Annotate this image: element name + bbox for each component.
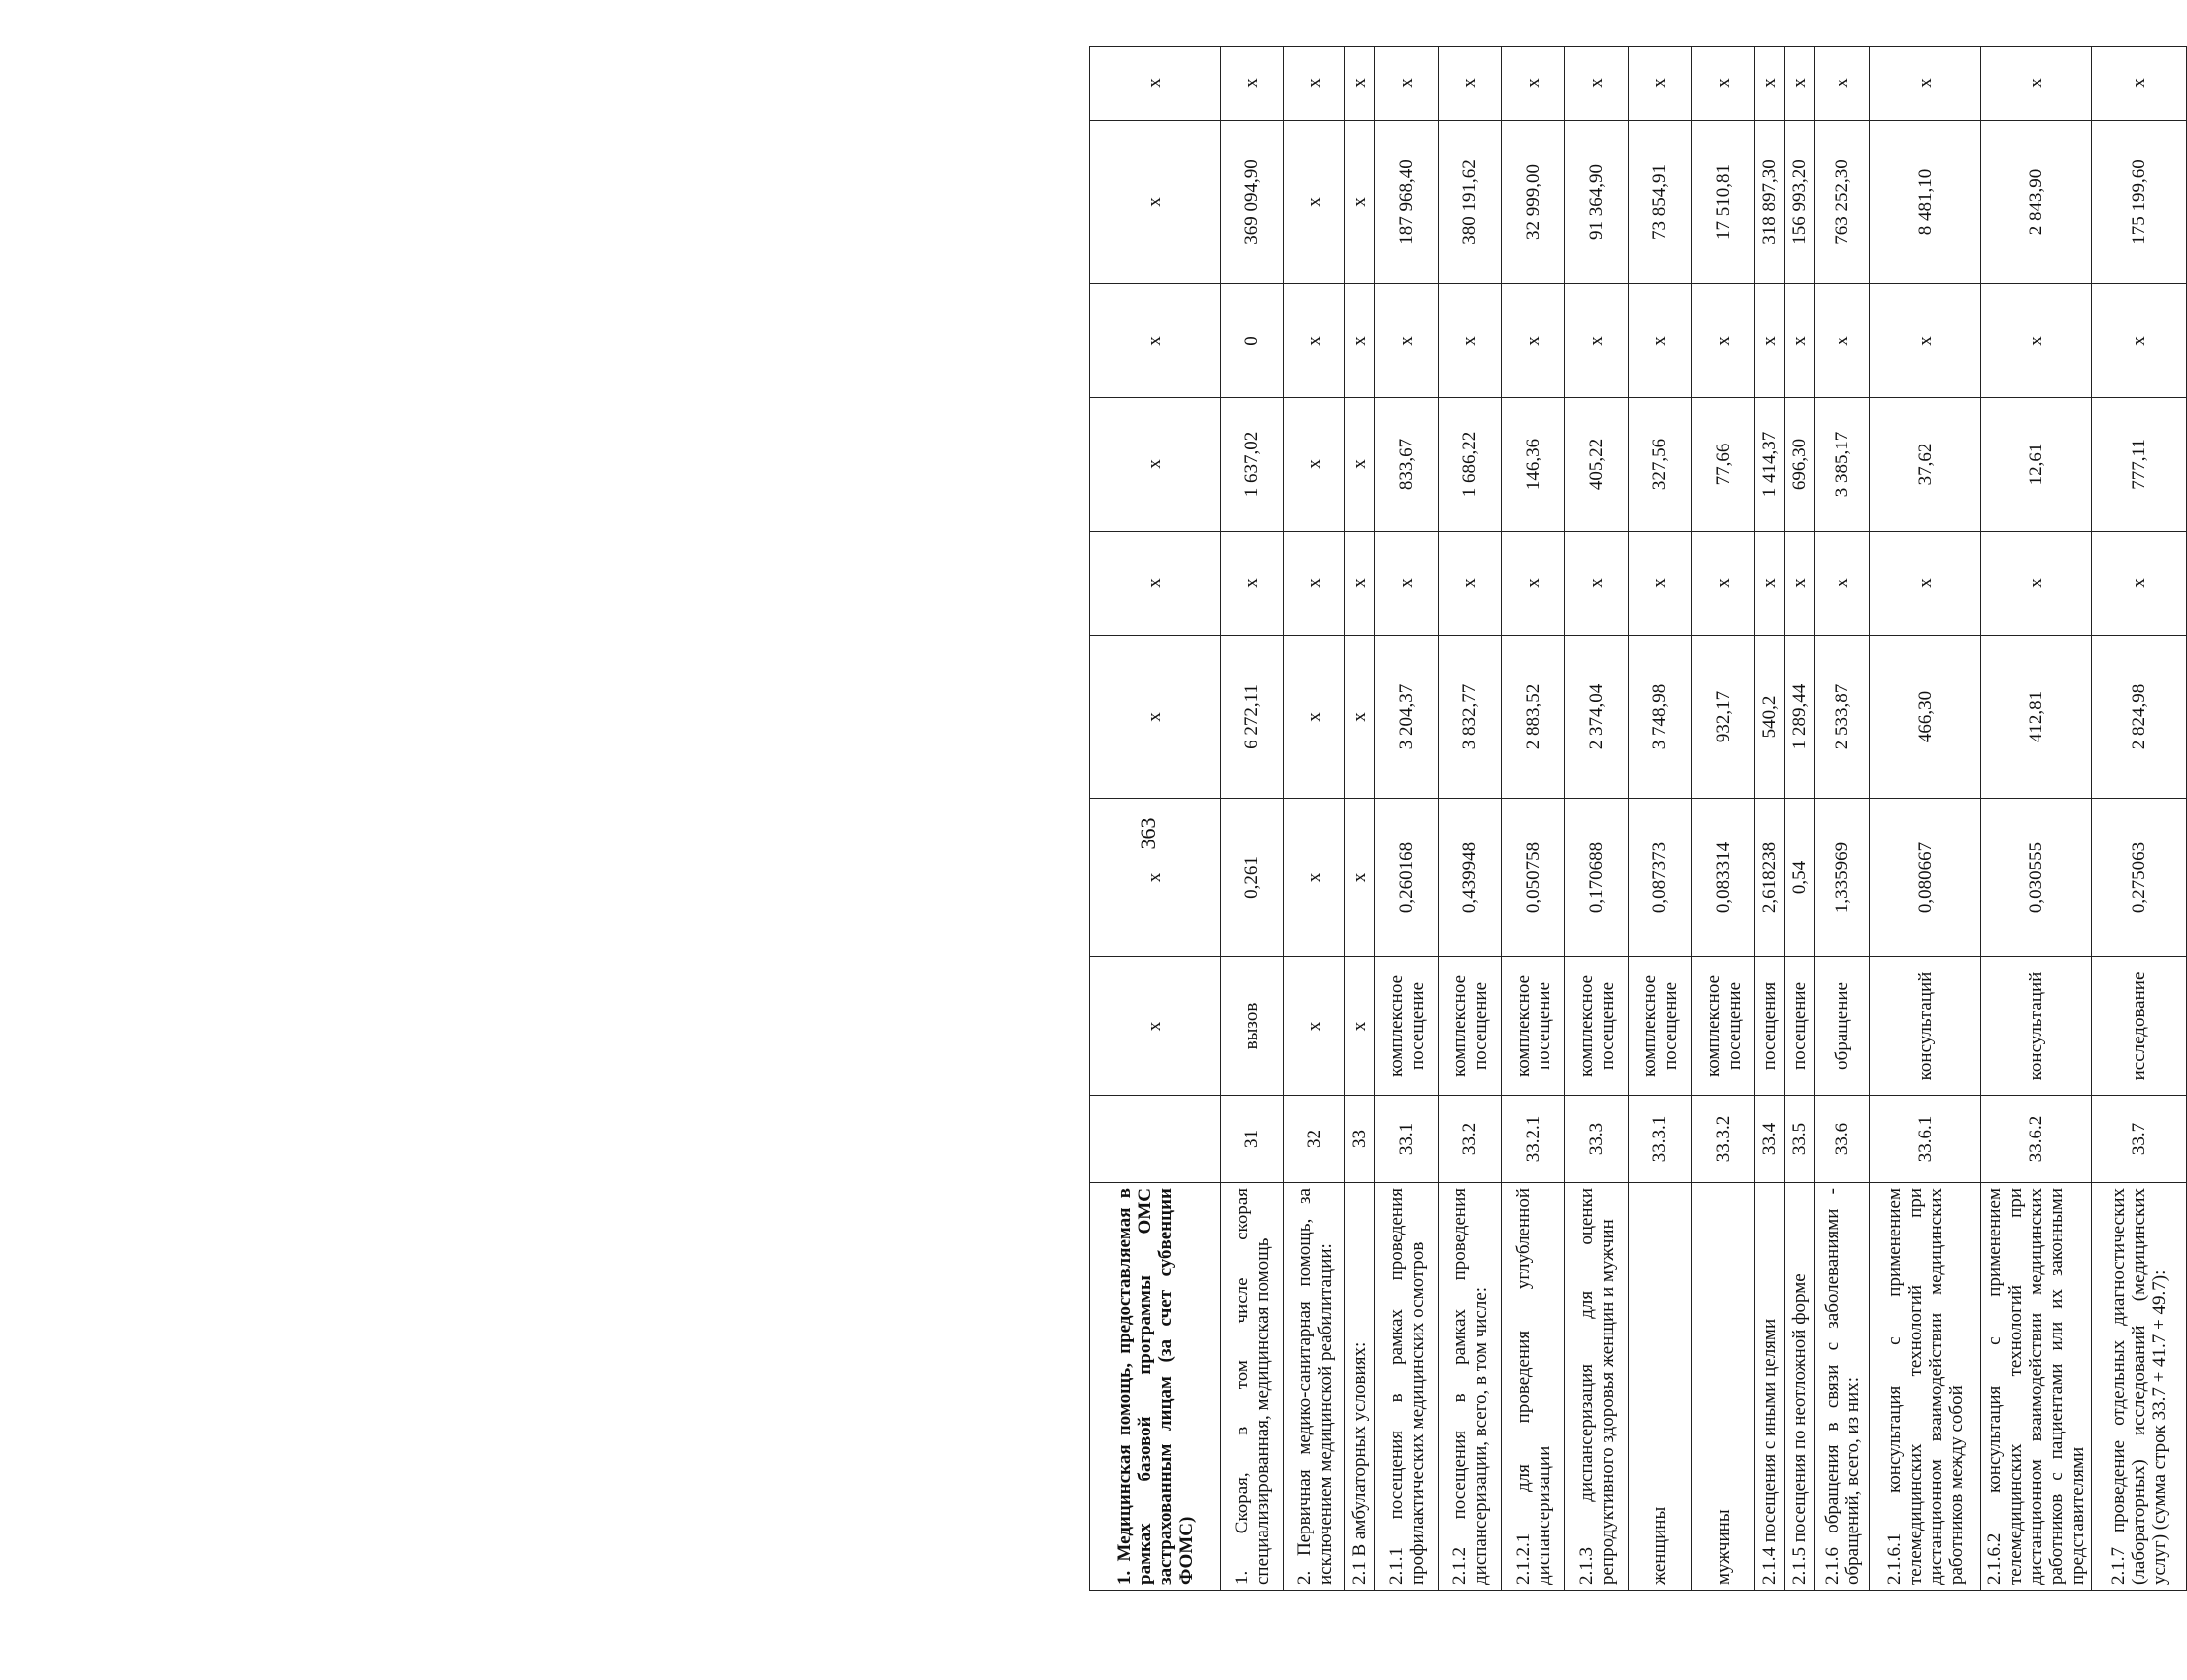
value-cell-2: 932,17: [1692, 636, 1755, 799]
value-cell-3: x: [1981, 532, 2092, 636]
value-cell-5: x: [2092, 284, 2187, 398]
value-cell-7: x: [1345, 47, 1375, 121]
value-cell-3: x: [1221, 532, 1284, 636]
unit-cell: посещение: [1785, 957, 1815, 1096]
unit-cell: x: [1090, 957, 1221, 1096]
value-cell-6: 32 999,00: [1502, 121, 1565, 284]
value-cell-7: x: [2092, 47, 2187, 121]
table-row: [1565, 47, 1629, 1591]
value-cell-5: x: [1090, 284, 1221, 398]
unit-cell: консультаций: [1981, 957, 2092, 1096]
value-cell-6: 17 510,81: [1692, 121, 1755, 284]
row-name: 2.1.6.2 консультация с применением телемедицинских технологий при дистанционном взаимодействии медицинских работников с пациентами или их законными представителями: [1981, 1183, 2092, 1591]
value-cell-4: x: [1345, 398, 1375, 532]
value-cell-2: 412,81: [1981, 636, 2092, 799]
value-cell-6: 369 094,90: [1221, 121, 1284, 284]
value-cell-3: x: [1629, 532, 1692, 636]
unit-cell: комплексное посещение: [1439, 957, 1502, 1096]
value-cell-4: 12,61: [1981, 398, 2092, 532]
value-cell-6: 156 993,20: [1785, 121, 1815, 284]
value-cell-3: x: [1565, 532, 1629, 636]
unit-cell: комплексное посещение: [1692, 957, 1755, 1096]
value-cell-2: 2 824,98: [2092, 636, 2187, 799]
table-row: [1629, 47, 1692, 1591]
value-cell-4: 3 385,17: [1815, 398, 1870, 532]
value-cell-3: x: [1345, 532, 1375, 636]
row-code: 32: [1284, 1096, 1345, 1183]
value-cell-1: 0,439948: [1439, 799, 1502, 957]
value-cell-4: 1 686,22: [1439, 398, 1502, 532]
row-name: 2.1.1 посещения в рамках проведения профилактических медицинских осмотров: [1375, 1183, 1439, 1591]
value-cell-5: x: [1981, 284, 2092, 398]
value-cell-5: x: [1502, 284, 1565, 398]
value-cell-5: x: [1284, 284, 1345, 398]
value-cell-2: 3 748,98: [1629, 636, 1692, 799]
row-name: 2.1 В амбулаторных условиях:: [1345, 1183, 1375, 1591]
value-cell-5: 0: [1221, 284, 1284, 398]
table-row: [1870, 47, 1981, 1591]
value-cell-7: x: [1870, 47, 1981, 121]
value-cell-3: x: [1785, 532, 1815, 636]
value-cell-7: x: [1755, 47, 1785, 121]
row-code: 33.2: [1439, 1096, 1502, 1183]
table-row: [1439, 47, 1502, 1591]
unit-cell: комплексное посещение: [1375, 957, 1439, 1096]
value-cell-7: x: [1629, 47, 1692, 121]
value-cell-3: x: [1815, 532, 1870, 636]
value-cell-7: x: [1565, 47, 1629, 121]
value-cell-1: 0,087373: [1629, 799, 1692, 957]
value-cell-5: x: [1439, 284, 1502, 398]
value-cell-3: x: [1090, 532, 1221, 636]
row-code: 31: [1221, 1096, 1284, 1183]
value-cell-5: x: [1565, 284, 1629, 398]
value-cell-7: x: [1090, 47, 1221, 121]
value-cell-2: x: [1090, 636, 1221, 799]
table-row: [2092, 47, 2187, 1591]
table-row: [1785, 47, 1815, 1591]
value-cell-2: x: [1284, 636, 1345, 799]
value-cell-3: x: [1375, 532, 1439, 636]
value-cell-1: x: [1090, 799, 1221, 957]
row-code: 33.3.2: [1692, 1096, 1755, 1183]
value-cell-1: 0,050758: [1502, 799, 1565, 957]
unit-cell: посещения: [1755, 957, 1785, 1096]
table-row: [1755, 47, 1785, 1591]
row-code: 33.2.1: [1502, 1096, 1565, 1183]
value-cell-4: 1 414,37: [1755, 398, 1785, 532]
value-cell-7: x: [1815, 47, 1870, 121]
table-row: [1284, 47, 1345, 1591]
row-code: 33: [1345, 1096, 1375, 1183]
financing-table: [1089, 46, 2187, 1591]
value-cell-3: x: [2092, 532, 2187, 636]
value-cell-1: 0,275063: [2092, 799, 2187, 957]
value-cell-2: x: [1345, 636, 1375, 799]
row-code: 33.4: [1755, 1096, 1785, 1183]
value-cell-6: 763 252,30: [1815, 121, 1870, 284]
value-cell-6: 91 364,90: [1565, 121, 1629, 284]
value-cell-6: 380 191,62: [1439, 121, 1502, 284]
value-cell-2: 2 533,87: [1815, 636, 1870, 799]
row-name: 2.1.5 посещения по неотложной форме: [1785, 1183, 1815, 1591]
value-cell-3: x: [1870, 532, 1981, 636]
table-row: [1502, 47, 1565, 1591]
value-cell-5: x: [1785, 284, 1815, 398]
row-name: 2.1.6 обращения в связи с заболеваниями - обращений, всего, из них:: [1815, 1183, 1870, 1591]
value-cell-6: 318 897,30: [1755, 121, 1785, 284]
unit-cell: консультаций: [1870, 957, 1981, 1096]
value-cell-4: 833,67: [1375, 398, 1439, 532]
value-cell-2: 3 204,37: [1375, 636, 1439, 799]
row-code: [1090, 1096, 1221, 1183]
unit-cell: x: [1345, 957, 1375, 1096]
value-cell-3: x: [1692, 532, 1755, 636]
unit-cell: исследование: [2092, 957, 2187, 1096]
value-cell-5: x: [1629, 284, 1692, 398]
value-cell-5: x: [1692, 284, 1755, 398]
value-cell-6: 2 843,90: [1981, 121, 2092, 284]
value-cell-2: 6 272,11: [1221, 636, 1284, 799]
value-cell-6: 175 199,60: [2092, 121, 2187, 284]
row-code: 33.6.2: [1981, 1096, 2092, 1183]
value-cell-1: 0,080667: [1870, 799, 1981, 957]
value-cell-4: 405,22: [1565, 398, 1629, 532]
value-cell-1: 0,170688: [1565, 799, 1629, 957]
row-name: 1. Скорая, в том числе скорая специализированная, медицинская помощь: [1221, 1183, 1284, 1591]
value-cell-7: x: [1785, 47, 1815, 121]
unit-cell: комплексное посещение: [1502, 957, 1565, 1096]
value-cell-2: 1 289,44: [1785, 636, 1815, 799]
value-cell-6: 73 854,91: [1629, 121, 1692, 284]
value-cell-5: x: [1755, 284, 1785, 398]
value-cell-7: x: [1502, 47, 1565, 121]
value-cell-6: x: [1284, 121, 1345, 284]
value-cell-1: 0,54: [1785, 799, 1815, 957]
value-cell-2: 3 832,77: [1439, 636, 1502, 799]
row-name: 2.1.4 посещения с иными целями: [1755, 1183, 1785, 1591]
value-cell-4: 37,62: [1870, 398, 1981, 532]
row-name: женщины: [1629, 1183, 1692, 1591]
table-row: [1692, 47, 1755, 1591]
page-number: 363: [1136, 817, 1160, 850]
value-cell-3: x: [1502, 532, 1565, 636]
value-cell-5: x: [1870, 284, 1981, 398]
value-cell-7: x: [1981, 47, 2092, 121]
value-cell-4: 77,66: [1692, 398, 1755, 532]
value-cell-5: x: [1375, 284, 1439, 398]
row-code: 33.3: [1565, 1096, 1629, 1183]
row-code: 33.5: [1785, 1096, 1815, 1183]
table-row: [1815, 47, 1870, 1591]
value-cell-1: 0,030555: [1981, 799, 2092, 957]
value-cell-4: 777,11: [2092, 398, 2187, 532]
value-cell-1: 1,335969: [1815, 799, 1870, 957]
row-code: 33.6: [1815, 1096, 1870, 1183]
table-row: [1221, 47, 1284, 1591]
unit-cell: обращение: [1815, 957, 1870, 1096]
value-cell-2: 540,2: [1755, 636, 1785, 799]
value-cell-3: x: [1284, 532, 1345, 636]
value-cell-1: x: [1345, 799, 1375, 957]
value-cell-2: 2 374,04: [1565, 636, 1629, 799]
unit-cell: комплексное посещение: [1565, 957, 1629, 1096]
row-name: 2.1.6.1 консультация с применением телемедицинских технологий при дистанционном взаимодействии медицинских работников между собой: [1870, 1183, 1981, 1591]
unit-cell: x: [1284, 957, 1345, 1096]
value-cell-3: x: [1755, 532, 1785, 636]
value-cell-3: x: [1439, 532, 1502, 636]
value-cell-1: x: [1284, 799, 1345, 957]
value-cell-7: x: [1375, 47, 1439, 121]
row-name: 2.1.2 посещения в рамках проведения диспансеризации, всего, в том числе:: [1439, 1183, 1502, 1591]
value-cell-2: 2 883,52: [1502, 636, 1565, 799]
table-row: [1345, 47, 1375, 1591]
value-cell-6: 187 968,40: [1375, 121, 1439, 284]
value-cell-2: 466,30: [1870, 636, 1981, 799]
row-name: 2. Первичная медико-санитарная помощь, за исключением медицинской реабилитации:: [1284, 1183, 1345, 1591]
value-cell-4: x: [1284, 398, 1345, 532]
row-code: 33.7: [2092, 1096, 2187, 1183]
value-cell-7: x: [1439, 47, 1502, 121]
row-name: 2.1.3 диспансеризация для оценки репродуктивного здоровья женщин и мужчин: [1565, 1183, 1629, 1591]
unit-cell: комплексное посещение: [1629, 957, 1692, 1096]
row-name: мужчины: [1692, 1183, 1755, 1591]
value-cell-4: 327,56: [1629, 398, 1692, 532]
value-cell-5: x: [1345, 284, 1375, 398]
value-cell-1: 0,261: [1221, 799, 1284, 957]
value-cell-1: 0,083314: [1692, 799, 1755, 957]
value-cell-6: x: [1345, 121, 1375, 284]
row-code: 33.3.1: [1629, 1096, 1692, 1183]
value-cell-6: x: [1090, 121, 1221, 284]
value-cell-4: 1 637,02: [1221, 398, 1284, 532]
row-code: 33.6.1: [1870, 1096, 1981, 1183]
value-cell-1: 2,618238: [1755, 799, 1785, 957]
table-row: [1375, 47, 1439, 1591]
value-cell-4: 146,36: [1502, 398, 1565, 532]
unit-cell: вызов: [1221, 957, 1284, 1096]
row-name: 1. Медицинская помощь, предоставляемая в рамках базовой программы ОМС застрахованным лицам (за счет субвенции ФОМС): [1090, 1183, 1221, 1591]
row-name: 2.1.2.1 для проведения углубленной диспансеризации: [1502, 1183, 1565, 1591]
row-name: 2.1.7 проведение отдельных диагностических (лабораторных) исследований (медицинских услуг) (сумма строк 33.7 + 41.7 + 49.7):: [2092, 1183, 2187, 1591]
value-cell-6: 8 481,10: [1870, 121, 1981, 284]
value-cell-7: x: [1284, 47, 1345, 121]
value-cell-5: x: [1815, 284, 1870, 398]
value-cell-4: 696,30: [1785, 398, 1815, 532]
value-cell-4: x: [1090, 398, 1221, 532]
row-code: 33.1: [1375, 1096, 1439, 1183]
value-cell-1: 0,260168: [1375, 799, 1439, 957]
value-cell-7: x: [1692, 47, 1755, 121]
rotated-page-content: [1089, 47, 2187, 1591]
table-row: [1981, 47, 2092, 1591]
value-cell-7: x: [1221, 47, 1284, 121]
